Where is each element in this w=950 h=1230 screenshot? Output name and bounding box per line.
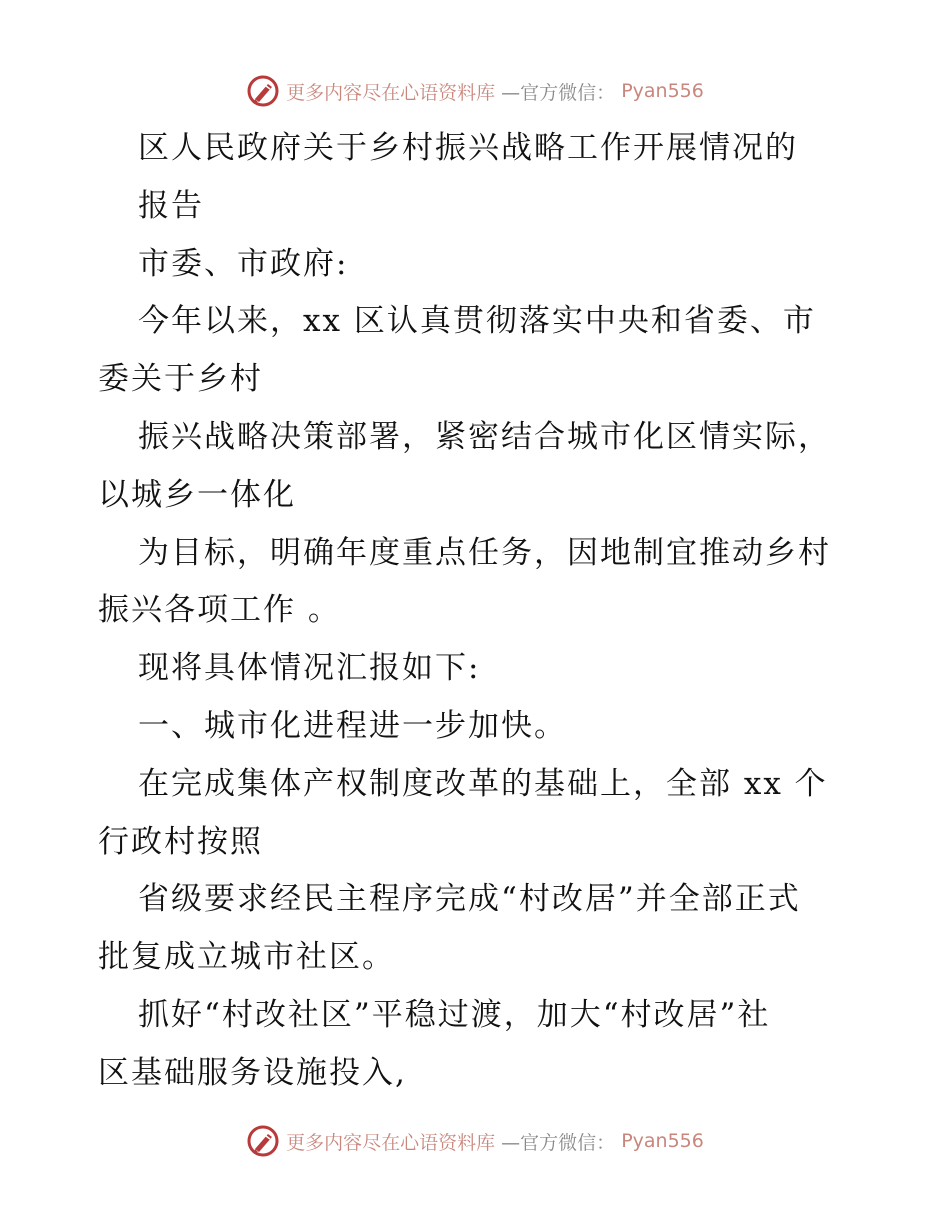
document-body xyxy=(98,120,858,1103)
doc-text-line: 在完成集体产权制度改革的基础上，全部 xx 个 xyxy=(138,765,828,802)
doc-text-line: 省级要求经民主程序完成“村改居”并全部正式 xyxy=(138,881,801,918)
footer-watermark xyxy=(0,1121,950,1161)
doc-text-line: 现将具体情况汇报如下: xyxy=(138,650,481,687)
watermark-text: 更多内容尽在心语资料库 xyxy=(286,1131,496,1154)
doc-text-line: 振兴战略决策部署，紧密结合城市化区情实际， xyxy=(138,418,831,455)
doc-text-line: 行政村按照 xyxy=(98,823,263,860)
doc-title-line-1: 区人民政府关于乡村振兴战略工作开展情况的 xyxy=(138,130,798,166)
doc-text-line: 抓好“村改社区”平稳过渡，加大“村改居”社 xyxy=(138,996,771,1033)
watermark-wechat-id: Pyan556 xyxy=(621,80,704,102)
doc-section-heading: 一、城市化进程进一步加快。 xyxy=(138,707,567,744)
doc-salutation: 市委、市政府: xyxy=(138,245,349,282)
pen-logo-icon xyxy=(246,1124,280,1158)
watermark-wechat-id: Pyan556 xyxy=(621,1130,704,1152)
pen-logo-icon xyxy=(246,74,280,108)
doc-text-line: 区基础服务设施投入, xyxy=(98,1054,407,1091)
doc-text-line: 以城乡一体化 xyxy=(98,476,296,513)
watermark-wechat-label: —官方微信： xyxy=(501,1131,616,1154)
doc-text-line: 为目标，明确年度重点任务，因地制宜推动乡村 xyxy=(138,534,831,571)
header-watermark xyxy=(0,71,950,111)
doc-text-line: 委关于乡村 xyxy=(98,361,263,398)
watermark-text: 更多内容尽在心语资料库 xyxy=(286,81,496,104)
doc-title-line-2: 报告 xyxy=(138,187,204,224)
doc-text-line: 今年以来，xx 区认真贯彻落实中央和省委、市 xyxy=(138,303,816,340)
doc-text-line: 振兴各项工作 。 xyxy=(98,592,341,629)
doc-text-line: 批复成立城市社区。 xyxy=(98,939,395,976)
watermark-wechat-label: —官方微信： xyxy=(501,81,616,104)
